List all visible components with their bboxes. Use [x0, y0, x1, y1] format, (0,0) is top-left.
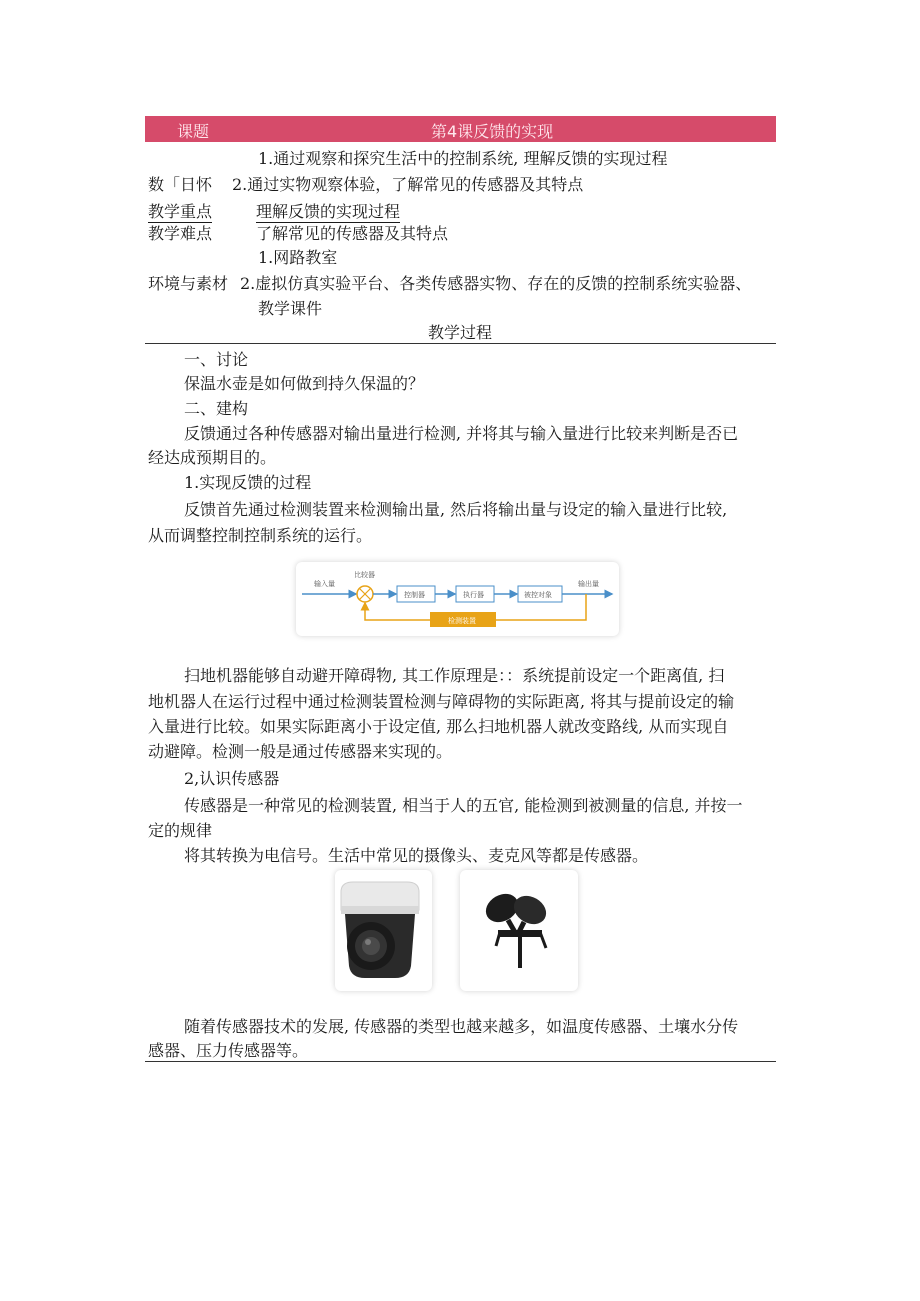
microphone-icon: [460, 870, 578, 991]
actuator-label: 执行器: [463, 591, 484, 599]
environment-line-2: 2.虚拟仿真实验平台、各类传感器实物、存在的反馈的控制系统实验器、: [240, 274, 752, 293]
lesson-title: 第4课反馈的实现: [431, 122, 554, 141]
feedback-loop-svg: [296, 562, 619, 636]
microphone-image: [460, 870, 578, 991]
comparator-label: 比较器: [354, 571, 375, 579]
paragraph-3-line-4: 动避障。检测一般是通过传感器来实现的。: [148, 742, 453, 761]
paragraph-4-line-3: 将其转换为电信号。生活中常见的摄像头、麦克风等都是传感器。: [184, 846, 649, 865]
controller-label: 控制器: [404, 591, 425, 599]
output-label: 输出量: [578, 580, 599, 588]
paragraph-3-line-2: 地机器人在运行过程中通过检测装置检测与障碍物的实际距离, 将其与提前设定的输: [148, 692, 735, 711]
environment-label: 环境与素材: [148, 274, 229, 293]
process-title: 教学过程: [428, 323, 493, 342]
lesson-header-bar: [145, 116, 776, 142]
difficulty-label: 教学难点: [148, 224, 213, 243]
paragraph-1-line-2: 经达成预期目的。: [148, 448, 277, 467]
paragraph-3-line-1: 扫地机器能够自动避开障碍物, 其工作原理是：：系统提前设定一个距离值, 扫: [184, 666, 725, 685]
paragraph-2-line-1: 反馈首先通过检测装置来检测输出量, 然后将输出量与设定的输入量进行比较,: [184, 500, 728, 519]
section-1-heading: 一、讨论: [184, 350, 249, 369]
paragraph-2-line-2: 从而调整控制控制系统的运行。: [148, 526, 373, 545]
environment-line-3: 教学课件: [258, 299, 323, 318]
paragraph-4-line-2: 定的规律: [148, 821, 213, 840]
feedback-loop-diagram: [296, 562, 619, 636]
bottom-divider: [145, 1061, 776, 1062]
paragraph-4-line-1: 传感器是一种常见的检测装置, 相当于人的五官, 能检测到被测量的信息, 并按一: [184, 796, 743, 815]
difficulty-value: 了解常见的传感器及其特点: [256, 224, 449, 243]
topic-label: 课题: [177, 122, 210, 141]
environment-line-1: 1.网路教室: [258, 248, 338, 267]
paragraph-1-line-1: 反馈通过各种传感器对输出量进行检测, 并将其与输入量进行比较来判断是否已: [184, 424, 739, 443]
key-point-label: 教学重点: [148, 202, 213, 221]
paragraph-5-line-2: 感器、压力传感器等。: [148, 1041, 309, 1060]
paragraph-5-line-1: 随着传感器技术的发展, 传感器的类型也越来越多，如温度传感器、土壤水分传: [184, 1017, 739, 1036]
camera-image: [335, 870, 432, 991]
objective-line-1: 1.通过观察和探究生活中的控制系统, 理解反馈的实现过程: [258, 149, 668, 168]
section-2-heading: 二、建构: [184, 399, 249, 418]
detector-label: 检测装置: [448, 617, 476, 625]
input-label: 输入量: [314, 580, 335, 588]
security-camera-icon: [335, 870, 432, 991]
section-divider: [145, 343, 776, 344]
subsection-1-heading: 1.实现反馈的过程: [184, 473, 312, 492]
objective-line-2: 2.通过实物观察体验，了解常见的传感器及其特点: [232, 175, 584, 194]
objective-label: 数「日怀: [148, 175, 213, 194]
subsection-2-heading: 2,认识传感器: [184, 769, 280, 788]
controlled-object-label: 被控对象: [524, 591, 552, 599]
key-point-value: 理解反馈的实现过程: [256, 202, 401, 221]
section-1-question: 保温水壶是如何做到持久保温的？: [184, 374, 425, 393]
paragraph-3-line-3: 入量进行比较。如果实际距离小于设定值, 那么扫地机器人就改变路线, 从而实现自: [148, 717, 729, 736]
